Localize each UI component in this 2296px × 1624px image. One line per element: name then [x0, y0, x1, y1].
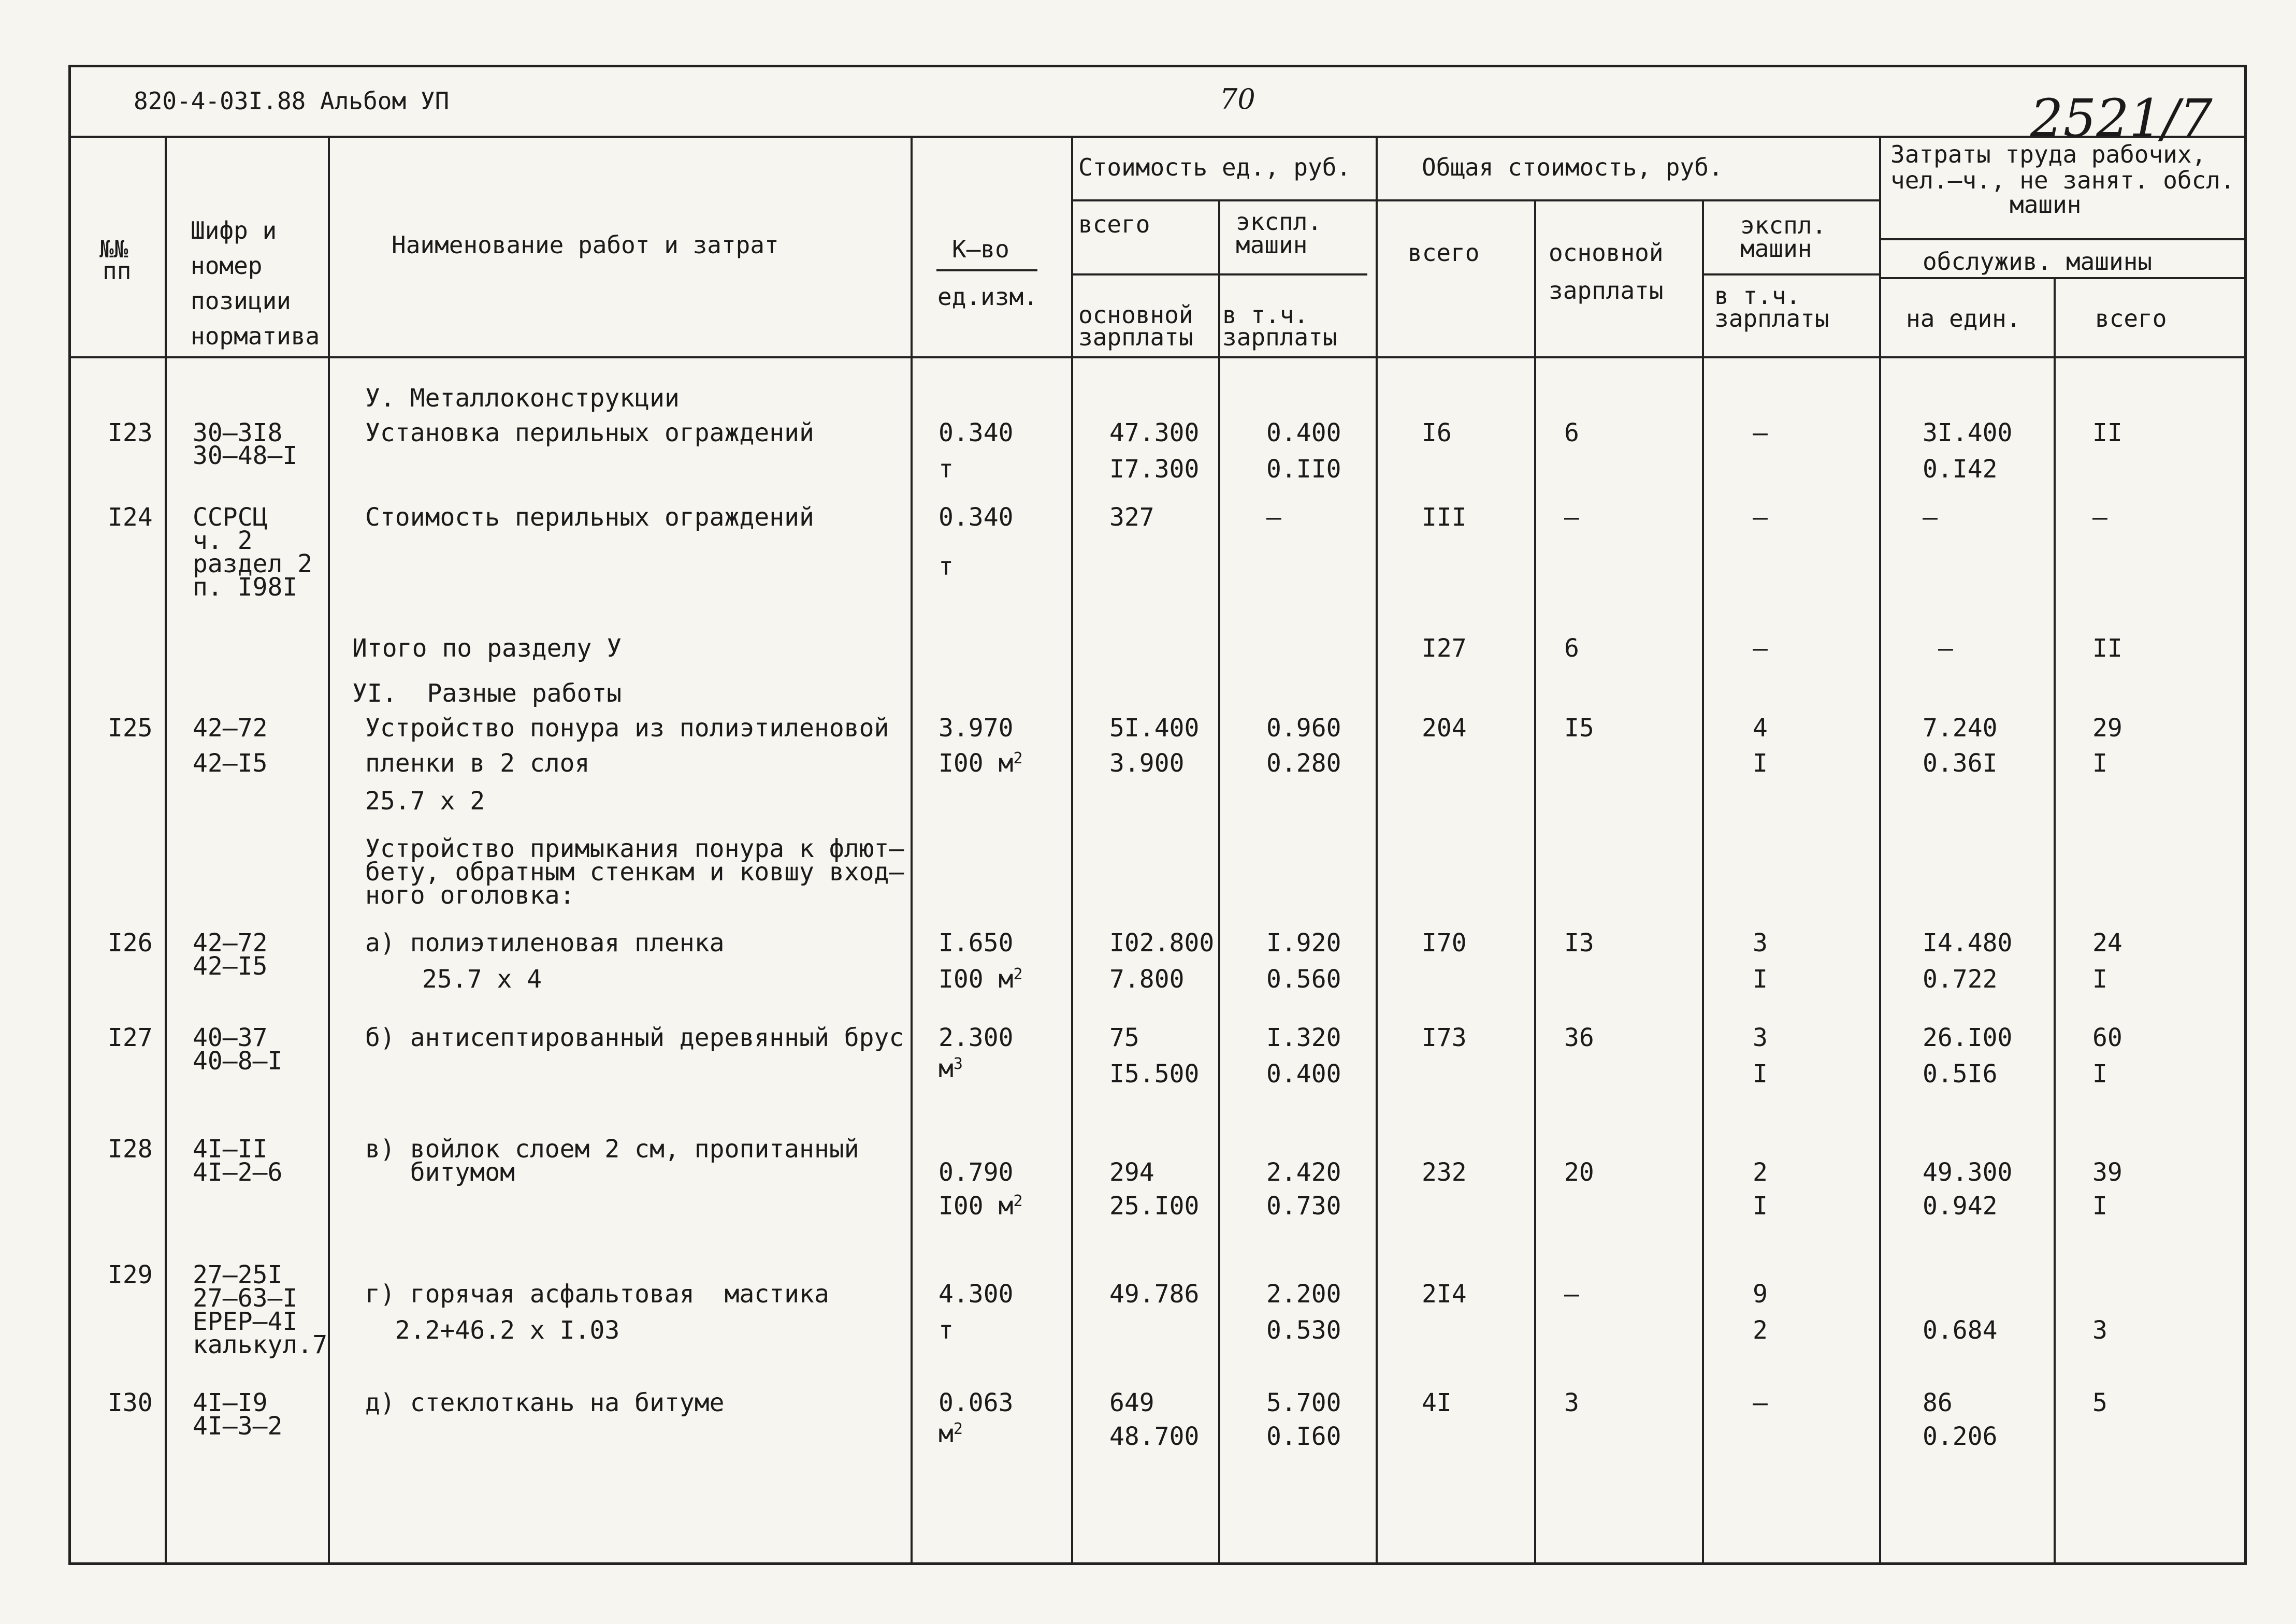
row-t-salary: 3: [1564, 1388, 1579, 1417]
row-lab-unit: 7.240: [1923, 714, 1998, 743]
row-lab-total: 39: [2092, 1158, 2122, 1187]
row-unit: т: [938, 552, 954, 581]
row-t-total: 2I4: [1422, 1280, 1467, 1309]
labor-total-header: всего: [2095, 304, 2167, 332]
row-code: 42–72: [193, 714, 268, 743]
row-uc-mach-sal: 0.II0: [1266, 455, 1341, 484]
col-rule-8: [1702, 199, 1704, 1565]
row-unit-sup: 2: [1013, 749, 1023, 767]
col-rule-2: [328, 136, 330, 1565]
row-code: 40–37: [193, 1023, 268, 1052]
row-name: 25.7 х 4: [422, 965, 542, 994]
total-incl-header-1: в т.ч.: [1714, 282, 1801, 310]
row-num: I30: [108, 1388, 153, 1417]
labor-header-1: Затраты труда рабочих,: [1890, 140, 2206, 168]
row-uc-total: I02.800: [1109, 929, 1215, 958]
col-qty-header: К–во: [952, 235, 1009, 263]
row-unit-text: I00 м: [938, 965, 1014, 994]
row-uc-total: 5I.400: [1109, 714, 1200, 743]
row-uc-mach: I.920: [1266, 929, 1341, 958]
row-uc-mach: I.320: [1266, 1023, 1341, 1052]
row-uc-mach: –: [1266, 503, 1281, 532]
row-qty: 4.300: [938, 1280, 1014, 1309]
row-code: калькул.7: [193, 1330, 328, 1359]
row-num: I28: [108, 1135, 153, 1164]
total-salary-header-2: зарплаты: [1549, 277, 1664, 304]
row-code: 42–I5: [193, 952, 268, 981]
row-t-mach: 3: [1753, 1023, 1768, 1052]
labor-header-3: машин: [2010, 191, 2082, 219]
row-uc-mach-sal: 0.280: [1266, 749, 1341, 778]
row-name: д) стеклоткань на битуме: [365, 1388, 725, 1417]
row-code: 4I–I9: [193, 1388, 268, 1417]
row-uc-mach-sal: 0.530: [1266, 1316, 1341, 1345]
row-uc-salary: 48.700: [1109, 1422, 1200, 1451]
row-name: битумом: [365, 1158, 515, 1187]
row-unit-text: I00 м: [938, 1192, 1014, 1221]
row-uc-total: 649: [1109, 1388, 1154, 1417]
row-t-total: I6: [1422, 418, 1452, 447]
row-name: г) горячая асфальтовая мастика: [365, 1280, 829, 1309]
row-t-mach: 4: [1753, 714, 1768, 743]
col-code-header-1: Шифр и: [191, 216, 277, 244]
row-uc-mach-sal: 0.560: [1266, 965, 1341, 994]
row-t-total: I70: [1422, 929, 1467, 958]
row-qty: 3.970: [938, 714, 1014, 743]
row-t-salary: 6: [1564, 418, 1579, 447]
total-salary-header-1: основной: [1549, 239, 1664, 267]
row-num: I29: [108, 1260, 153, 1289]
col-rule-5: [1218, 199, 1220, 1565]
row-t-total: I27: [1422, 634, 1467, 663]
row-uc-total: 294: [1109, 1158, 1154, 1187]
unit-salary-header-1: основной: [1078, 301, 1193, 329]
row-uc-mach: 0.960: [1266, 714, 1341, 743]
col-rule-3: [911, 136, 913, 1565]
row-unit-sup: 3: [953, 1055, 963, 1073]
row-code: 27–25I: [193, 1260, 283, 1289]
row-lab-total: II: [2092, 418, 2122, 447]
row-code: ССРСЦ: [193, 503, 268, 532]
row-name: Стоимость перильных ограждений: [365, 503, 814, 532]
row-name: 25.7 х 2: [365, 787, 485, 816]
row-lab-total: 29: [2092, 714, 2122, 743]
row-unit-text: м: [938, 1419, 954, 1448]
row-lab-unit: 49.300: [1923, 1158, 2013, 1187]
row-unit: [938, 1194, 1023, 1219]
row-t-total: I73: [1422, 1023, 1467, 1052]
row-t-mach-sal: 2: [1753, 1316, 1768, 1345]
section-title: УI. Разные работы: [352, 679, 622, 708]
row-uc-mach-sal: 0.I60: [1266, 1422, 1341, 1451]
row-code: 42–I5: [193, 749, 268, 778]
row-uc-salary: 25.I00: [1109, 1192, 1200, 1221]
row-uc-mach: 5.700: [1266, 1388, 1341, 1417]
row-code: 30–3I8: [193, 418, 283, 447]
row-lab-total: 5: [2092, 1388, 2107, 1417]
row-uc-mach-sal: 0.400: [1266, 1060, 1341, 1089]
row-lab-unit2: 0.206: [1923, 1422, 1998, 1451]
row-lab-unit2: 0.684: [1923, 1316, 1998, 1345]
labor-header-2: чел.–ч., не занят. обсл.: [1890, 166, 2235, 194]
header-rule-labor: [1879, 238, 2247, 240]
row-name: в) войлок слоем 2 см, пропитанный: [365, 1135, 859, 1164]
row-lab-unit: 26.I00: [1923, 1023, 2013, 1052]
row-code: 4I–II: [193, 1135, 268, 1164]
total-mach-header-2: машин: [1740, 235, 1812, 263]
row-name: Устройство понура из полиэтиленовой: [365, 714, 889, 743]
unit-mach-header-1: экспл.: [1236, 208, 1322, 236]
row-lab-total2: I: [2092, 749, 2107, 778]
row-uc-salary: I5.500: [1109, 1060, 1200, 1089]
row-unit-sup: 2: [953, 1420, 963, 1438]
row-t-total: 4I: [1422, 1388, 1452, 1417]
row-t-salary: 36: [1564, 1023, 1594, 1052]
row-lab-total2: I: [2092, 1192, 2107, 1221]
row-num: I25: [108, 714, 153, 743]
row-unit-text: I00 м: [938, 749, 1014, 778]
row-code: ЕРЕР–4I: [193, 1307, 298, 1336]
group-title: ного оголовка:: [365, 881, 575, 910]
total-mach-header-1: экспл.: [1740, 211, 1827, 239]
row-code: 40–8–I: [193, 1047, 283, 1076]
row-lab-total2: I: [2092, 965, 2107, 994]
row-t-mach: –: [1753, 1388, 1768, 1417]
row-uc-salary: 7.800: [1109, 965, 1185, 994]
row-lab-unit: –: [1938, 634, 1953, 663]
row-t-salary: –: [1564, 503, 1579, 532]
row-t-mach: –: [1753, 634, 1768, 663]
col-num-header-2: пп: [103, 257, 132, 285]
group-title: Устройство примыкания понура к флют–: [365, 834, 904, 863]
row-lab-unit2: 0.942: [1923, 1192, 1998, 1221]
unit-mach-header-2: машин: [1236, 231, 1308, 259]
row-uc-mach: 2.420: [1266, 1158, 1341, 1187]
row-t-salary: –: [1564, 1280, 1579, 1309]
row-num: I27: [108, 1023, 153, 1052]
row-lab-unit: I4.480: [1923, 929, 2013, 958]
col-rule-1: [165, 136, 167, 1565]
row-name: б) антисептированный деревянный брус: [365, 1023, 904, 1052]
row-unit: т: [938, 1316, 954, 1345]
row-lab-unit: –: [1923, 503, 1938, 532]
row-qty: I.650: [938, 929, 1014, 958]
row-lab-total2: I: [2092, 1060, 2107, 1089]
row-lab-total2: 3: [2092, 1316, 2107, 1345]
row-t-salary: 20: [1564, 1158, 1594, 1187]
row-qty: 0.790: [938, 1158, 1014, 1187]
row-t-mach: 2: [1753, 1158, 1768, 1187]
row-lab-unit2: 0.5I6: [1923, 1060, 1998, 1089]
row-code: 4I–3–2: [193, 1412, 283, 1441]
qty-divider: [936, 269, 1037, 271]
group-title: бету, обратным стенкам и ковшу вход–: [365, 858, 904, 887]
col-rule-10: [2054, 277, 2056, 1565]
row-code: 42–72: [193, 929, 268, 958]
row-lab-total: II: [2092, 634, 2122, 663]
stamp-number: 2521/7: [2030, 88, 2213, 149]
row-lab-unit: 3I.400: [1923, 418, 2013, 447]
section-title: У. Металлоконструкции: [365, 384, 680, 413]
row-code: 30–48–I: [193, 441, 298, 470]
row-t-mach-sal: I: [1753, 1060, 1768, 1089]
labor-unit-header: на един.: [1906, 304, 2021, 332]
row-uc-total: 327: [1109, 503, 1154, 532]
col-rule-6: [1376, 136, 1378, 1565]
row-name: Итого по разделу У: [352, 634, 622, 663]
row-qty: 2.300: [938, 1023, 1014, 1052]
row-unit: [938, 751, 1023, 776]
header-top-rule: [68, 136, 2247, 138]
col-code-header-4: норматива: [191, 322, 320, 350]
row-code: 4I–2–6: [193, 1158, 283, 1187]
header-rule-labor2: [1879, 277, 2247, 279]
row-code: раздел 2: [193, 549, 313, 578]
total-all-header: всего: [1408, 239, 1480, 267]
row-t-salary: 6: [1564, 634, 1579, 663]
col-rule-9: [1879, 136, 1881, 1565]
row-t-mach: 3: [1753, 929, 1768, 958]
row-lab-unit2: 0.36I: [1923, 749, 1998, 778]
header-rule-unitcost: [1071, 199, 1879, 201]
row-lab-total: 60: [2092, 1023, 2122, 1052]
col-code-header-2: номер: [191, 252, 263, 280]
row-unit-sup: 2: [1013, 1192, 1023, 1210]
col-num-header-1: №№: [99, 235, 128, 263]
row-t-mach-sal: I: [1753, 965, 1768, 994]
row-code: ч. 2: [193, 526, 253, 555]
row-unit: [938, 967, 1023, 992]
row-unit-text: м: [938, 1054, 954, 1083]
row-t-total: III: [1422, 503, 1467, 532]
row-uc-total: 47.300: [1109, 418, 1200, 447]
row-lab-unit2: 0.I42: [1923, 455, 1998, 484]
row-code: 27–63–I: [193, 1284, 298, 1313]
doc-code: 820-4-03I.88 Альбом УП: [134, 87, 450, 115]
unit-incl-header-1: в т.ч.: [1222, 301, 1309, 329]
row-t-mach: 9: [1753, 1280, 1768, 1309]
total-incl-header-2: зарплаты: [1714, 304, 1829, 332]
row-t-salary: I5: [1564, 714, 1594, 743]
row-uc-mach: 0.400: [1266, 418, 1341, 447]
header-rule-mach: [1702, 273, 1879, 276]
row-lab-unit2: 0.722: [1923, 965, 1998, 994]
row-unit: [938, 1419, 963, 1448]
row-t-total: 232: [1422, 1158, 1467, 1187]
unit-total-header: всего: [1078, 210, 1150, 238]
row-lab-unit: 86: [1923, 1388, 1953, 1417]
row-qty: 0.340: [938, 503, 1014, 532]
row-uc-mach-sal: 0.730: [1266, 1192, 1341, 1221]
row-unit: т: [938, 455, 954, 484]
col-rule-4: [1071, 136, 1073, 1565]
total-cost-header: Общая стоимость, руб.: [1422, 153, 1723, 181]
row-t-mach: –: [1753, 503, 1768, 532]
header-bottom-rule: [68, 356, 2247, 358]
row-num: I24: [108, 503, 153, 532]
row-uc-salary: 3.900: [1109, 749, 1185, 778]
col-name-header: Наименование работ и затрат: [392, 231, 779, 259]
col-unit-header: ед.изм.: [937, 283, 1038, 311]
row-uc-salary: I7.300: [1109, 455, 1200, 484]
row-t-mach-sal: I: [1753, 749, 1768, 778]
row-unit-sup: 2: [1013, 965, 1023, 983]
unit-salary-header-2: зарплаты: [1078, 323, 1193, 351]
unit-cost-header: Стоимость ед., руб.: [1078, 153, 1351, 181]
col-code-header-3: позиции: [191, 287, 291, 315]
row-uc-total: 75: [1109, 1023, 1139, 1052]
row-t-mach: –: [1753, 418, 1768, 447]
row-t-salary: I3: [1564, 929, 1594, 958]
unit-incl-header-2: зарплаты: [1222, 323, 1337, 351]
row-num: I26: [108, 929, 153, 958]
row-qty: 0.063: [938, 1388, 1014, 1417]
row-uc-mach: 2.200: [1266, 1280, 1341, 1309]
row-name: Установка перильных ограждений: [365, 418, 814, 447]
row-t-total: 204: [1422, 714, 1467, 743]
row-name: а) полиэтиленовая пленка: [365, 929, 725, 958]
row-qty: 0.340: [938, 418, 1014, 447]
row-code: п. I98I: [193, 573, 298, 602]
row-num: I23: [108, 418, 153, 447]
row-t-mach-sal: I: [1753, 1192, 1768, 1221]
row-lab-total: 24: [2092, 929, 2122, 958]
row-lab-total: –: [2092, 503, 2107, 532]
col-rule-7: [1534, 199, 1536, 1565]
labor-service-header: обслужив. машины: [1923, 248, 2153, 276]
row-uc-total: 49.786: [1109, 1280, 1200, 1309]
page-number: 70: [1220, 83, 1255, 115]
row-name: 2.2+46.2 х I.03: [365, 1316, 620, 1345]
row-unit: [938, 1056, 963, 1081]
row-name: пленки в 2 слоя: [365, 749, 590, 778]
